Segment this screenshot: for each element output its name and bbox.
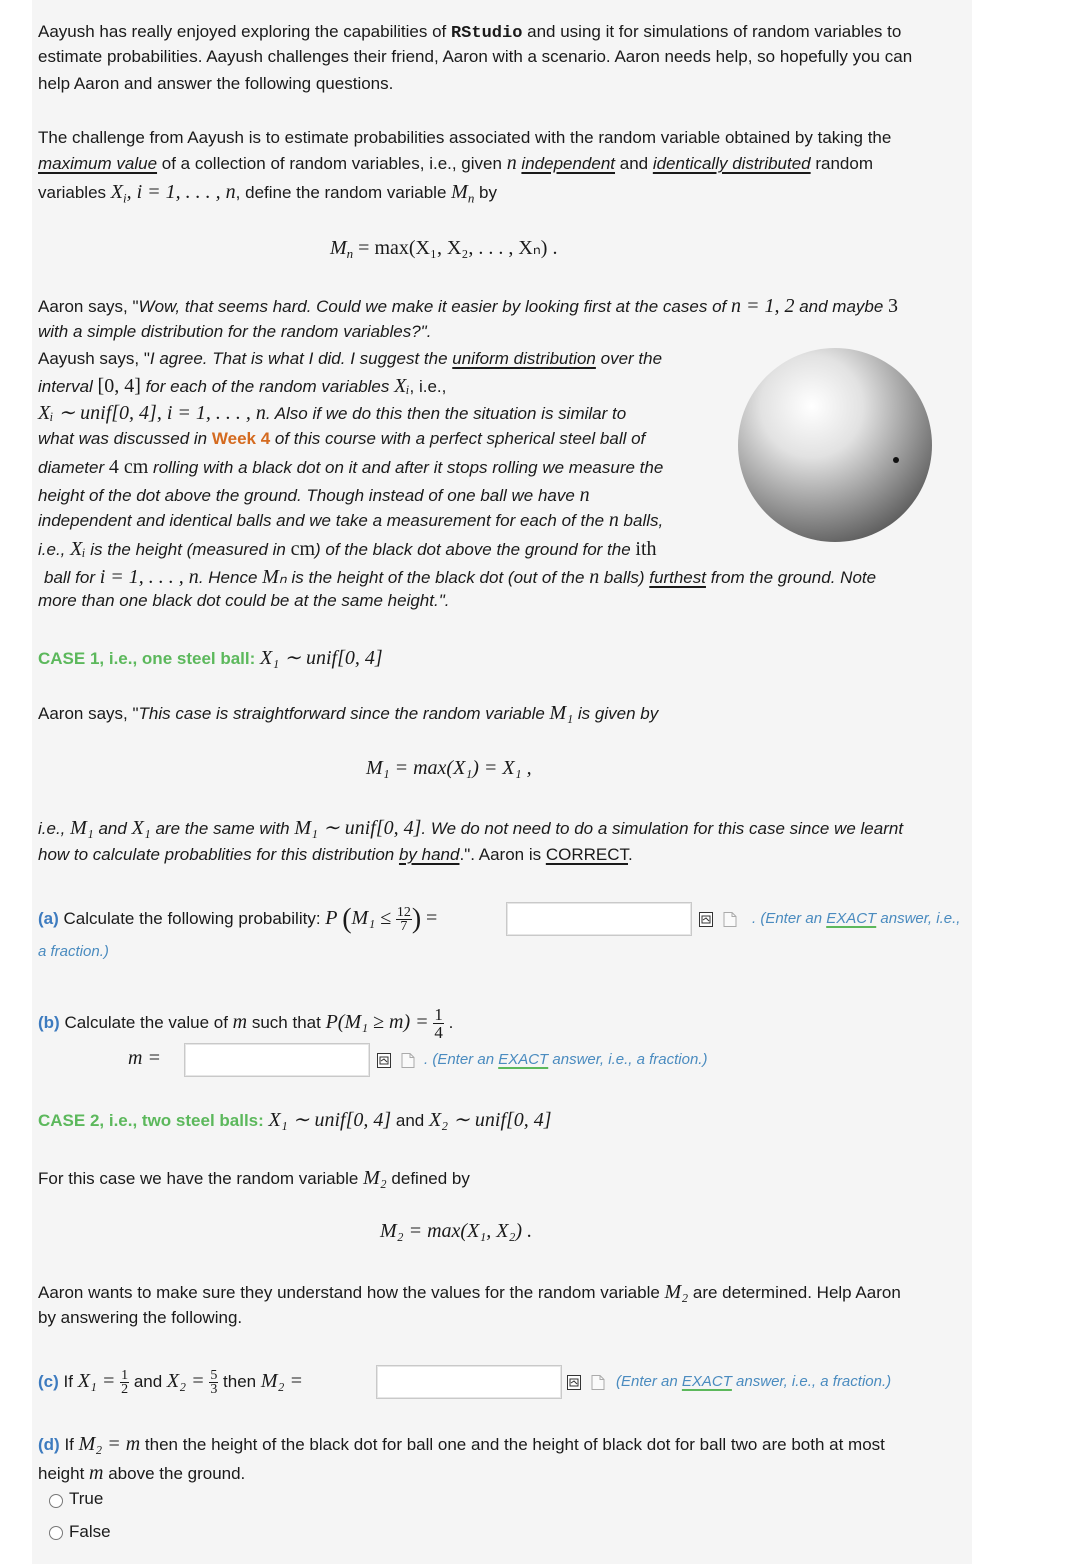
- by-hand-link[interactable]: by hand: [398, 845, 460, 864]
- iid-link[interactable]: identically distributed: [652, 154, 811, 173]
- case2-line-2: Aaron wants to make sure they understand how the values for the random variable M₂ are determined. Help Aaron: [38, 1281, 901, 1303]
- equation-editor-icon[interactable]: [699, 912, 713, 927]
- uniform-distribution-link[interactable]: uniform distribution: [452, 349, 596, 368]
- answer-a-input[interactable]: [506, 902, 692, 936]
- aayush-line-4: what was discussed in Week 4 of this course with a perfect spherical steel ball of: [38, 429, 646, 448]
- aayush-line-9: ball for i = 1, . . . , n. Hence Mₙ is the height of the black dot (out of the n balls) furthest from the ground. Note: [44, 566, 877, 588]
- ball-black-dot: [893, 457, 899, 463]
- case2-line-3: by answering the following.: [38, 1308, 243, 1327]
- option-true-label[interactable]: True: [69, 1489, 104, 1508]
- case2-heading: CASE 2, i.e., two steel balls: X₁ ∼ unif[0, 4] and X₂ ∼ unif[0, 4]: [38, 1109, 552, 1131]
- case1-line-2: how to calculate probablities for this distribution by hand.". Aaron is CORRECT.: [38, 845, 633, 864]
- challenge-line-1: The challenge from Aayush is to estimate probabilities associated with the random variable obtained by taking the: [38, 128, 892, 147]
- mn-definition-equation: $M_n = \max(X_1$, X₂, . . . , Xₙ) .: [330, 237, 558, 262]
- preview-document-icon[interactable]: [591, 1375, 605, 1390]
- preview-document-icon[interactable]: [723, 912, 737, 927]
- radio-false[interactable]: [49, 1526, 63, 1540]
- fraction-1-2: $\frac{1}{2}$: [121, 1368, 129, 1398]
- furthest-link[interactable]: furthest: [649, 568, 706, 587]
- intro-line-2: estimate probabilities. Aayush challenges their friend, Aaron with a scenario. Aaron needs help, so hopefully you can: [38, 47, 913, 66]
- answer-c-hint: (Enter an EXACT answer, i.e., a fraction.): [616, 1373, 892, 1390]
- answer-c-input[interactable]: [376, 1365, 562, 1399]
- question-b: (b) Calculate the value of m such that P(M₁ ≥ m) = $\frac{1}{4}$ .: [38, 1005, 454, 1042]
- question-d-line-2: height m above the ground.: [38, 1462, 246, 1484]
- m-equals-label: m =: [128, 1047, 161, 1069]
- aayush-line-7: independent and identical balls and we take a measurement for each of the n balls,: [38, 509, 664, 531]
- fraction-1-4: $\frac{1}{4}$: [434, 1005, 443, 1042]
- answer-b-hint: . (Enter an EXACT answer, i.e., a fraction.): [424, 1051, 708, 1068]
- case2-equation: M₂ = max(X₁, X₂) .: [380, 1220, 533, 1242]
- answer-a-hint-2: a fraction.): [38, 943, 109, 960]
- challenge-line-2: maximum value of a collection of random variables, i.e., given n independent and identically distributed random: [38, 152, 874, 174]
- case1-heading: CASE 1, i.e., one steel ball: X₁ ∼ unif[0, 4]: [38, 647, 383, 669]
- question-c: (c) If X₁ = $\frac{1}{2}$ and X₂ = $\frac{5}{3}$ then M₂ =: [38, 1368, 303, 1398]
- maximum-value-link[interactable]: maximum value: [38, 154, 158, 173]
- challenge-line-3: variables $X_i$, i = 1, . . . , n, define the random variable $M_n$ by: [38, 181, 497, 206]
- answer-a-hint: . (Enter an EXACT answer, i.e.,: [752, 910, 961, 927]
- equation-editor-icon[interactable]: [377, 1053, 391, 1068]
- steel-ball-image: [736, 346, 936, 546]
- case1-equation: M₁ = max(X₁) = X₁ ,: [366, 757, 532, 779]
- aayush-line-3: Xᵢ ∼ unif[0, 4], i = 1, . . . , n. Also if we do this then the situation is similar to: [38, 402, 627, 424]
- aaron-line-2: with a simple distribution for the random variables?".: [38, 322, 432, 341]
- fraction-5-3: $\frac{5}{3}$: [210, 1368, 218, 1398]
- independent-link[interactable]: independent: [521, 154, 616, 173]
- option-false-label[interactable]: False: [69, 1522, 111, 1541]
- aaron-line-1: Aaron says, "Wow, that seems hard. Could we make it easier by looking first at the cases of n = 1, 2 and maybe 3: [38, 295, 899, 317]
- aayush-line-2: interval [0, 4] for each of the random variables Xᵢ, i.e.,: [38, 375, 447, 397]
- aayush-line-5: diameter 4 cm rolling with a black dot on it and after it stops rolling we measure the: [38, 456, 664, 478]
- equation-editor-icon[interactable]: [567, 1375, 581, 1390]
- aayush-line-1: Aayush says, "I agree. That is what I did. I suggest the uniform distribution over the: [38, 349, 663, 368]
- aayush-line-10: more than one black dot could be at the same height.".: [38, 591, 450, 610]
- correct-label: CORRECT: [545, 845, 628, 864]
- radio-true[interactable]: [49, 1494, 63, 1508]
- fraction-12-7: $\frac{12}{7}$: [396, 905, 411, 935]
- intro-line-1: Aayush has really enjoyed exploring the capabilities of RStudio and using it for simulations of random variables to: [38, 22, 902, 43]
- preview-document-icon[interactable]: [401, 1053, 415, 1068]
- week-4-link[interactable]: Week 4: [211, 429, 271, 448]
- answer-b-input[interactable]: [184, 1043, 370, 1077]
- ball-sphere: [738, 348, 932, 542]
- aayush-line-6: height of the dot above the ground. Though instead of one ball we have n: [38, 484, 590, 506]
- case2-line-1: For this case we have the random variable M₂ defined by: [38, 1167, 470, 1189]
- rstudio-code: RStudio: [450, 24, 523, 43]
- question-a: (a) Calculate the following probability: P (M₁ ≤ $\frac{12}{7}$ ) =: [38, 903, 438, 935]
- case1-line-1: i.e., M₁ and X₁ are the same with M₁ ∼ unif[0, 4]. We do not need to do a simulation for this case since we learnt: [38, 817, 904, 839]
- question-d-line-1: (d) If M₂ = m then the height of the black dot for ball one and the height of black dot for ball two are both at most: [38, 1433, 885, 1455]
- case1-aaron-line: Aaron says, "This case is straightforward since the random variable M₁ is given by: [38, 702, 659, 724]
- aayush-line-8: i.e., Xᵢ is the height (measured in cm) of the black dot above the ground for the ith: [38, 538, 657, 560]
- intro-line-3: help Aaron and answer the following questions.: [38, 74, 394, 93]
